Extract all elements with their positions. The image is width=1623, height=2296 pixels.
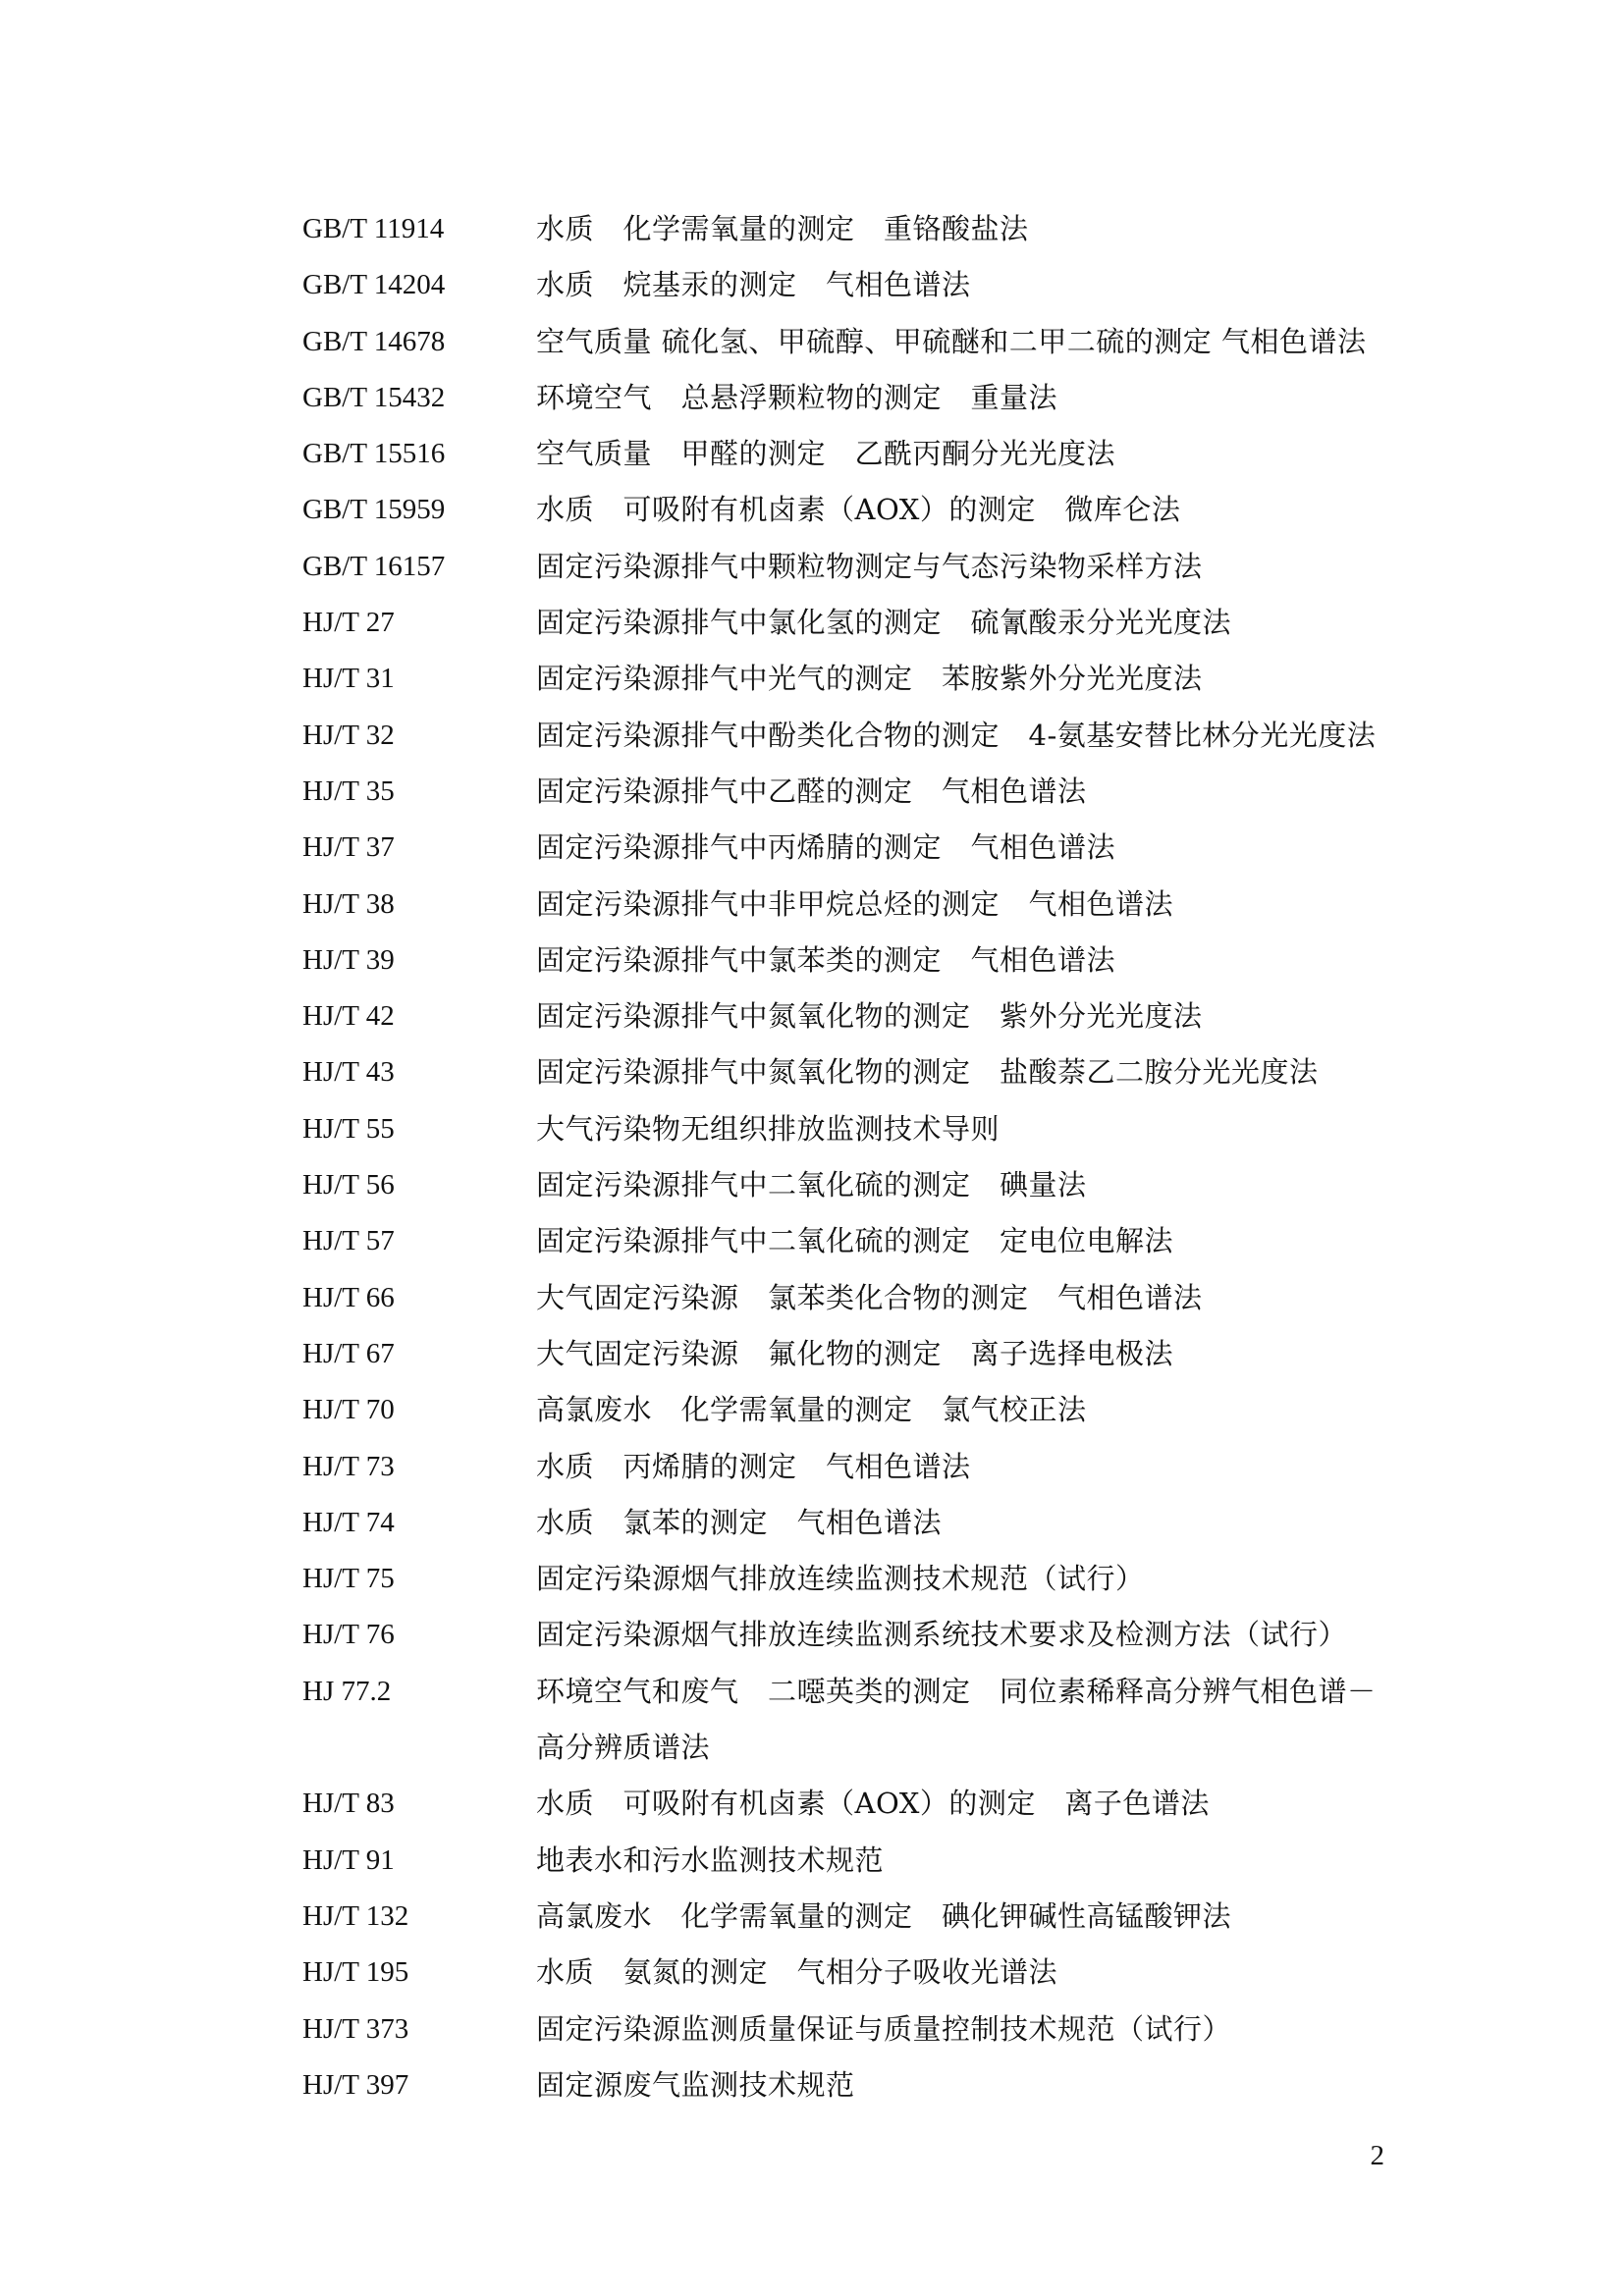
reference-row — [302, 539, 1402, 595]
standard-code: HJ/T 76 — [302, 1619, 395, 1651]
reference-row — [302, 988, 1402, 1044]
reference-row — [302, 1157, 1402, 1213]
reference-row — [302, 651, 1402, 707]
reference-row — [302, 1945, 1402, 2001]
standard-code: HJ/T 91 — [302, 1843, 395, 1876]
normative-reference-list — [302, 201, 1402, 2113]
standard-title: 大气固定污染源 氯苯类化合物的测定 气相色谱法 — [536, 1280, 1203, 1314]
reference-row — [302, 1044, 1402, 1100]
standard-code: HJ/T 57 — [302, 1225, 395, 1257]
standard-title: 固定污染源排气中氮氧化物的测定 盐酸萘乙二胺分光光度法 — [536, 1055, 1319, 1090]
reference-row — [302, 764, 1402, 820]
reference-row — [302, 1382, 1402, 1438]
standard-title: 固定污染源监测质量保证与质量控制技术规范（试行） — [536, 2011, 1232, 2046]
reference-row — [302, 370, 1402, 426]
standard-code: HJ/T 67 — [302, 1337, 395, 1369]
standard-title: 固定源废气监测技术规范 — [536, 2067, 855, 2102]
standard-code: HJ/T 195 — [302, 1956, 409, 1989]
reference-row — [302, 1664, 1402, 1777]
reference-row — [302, 426, 1402, 482]
reference-row — [302, 1889, 1402, 1945]
standard-code: HJ/T 373 — [302, 2012, 409, 2045]
standard-title: 固定污染源排气中丙烯腈的测定 气相色谱法 — [536, 830, 1116, 865]
reference-row — [302, 1776, 1402, 1832]
standard-title: 固定污染源排气中氯化氢的测定 硫氰酸汞分光光度法 — [536, 606, 1232, 640]
reference-row — [302, 820, 1402, 876]
standard-title: 固定污染源排气中光气的测定 苯胺紫外分光光度法 — [536, 662, 1203, 696]
standard-title: 高氯废水 化学需氧量的测定 碘化钾碱性高锰酸钾法 — [536, 1898, 1232, 1933]
standard-title: 固定污染源排气中二氧化硫的测定 碘量法 — [536, 1168, 1087, 1202]
reference-row — [302, 933, 1402, 988]
standard-title: 水质 可吸附有机卤素（AOX）的测定 微库仑法 — [536, 493, 1181, 527]
standard-code: HJ/T 70 — [302, 1394, 395, 1426]
standard-code: HJ/T 132 — [302, 1899, 409, 1932]
reference-row — [302, 1439, 1402, 1495]
standard-code: GB/T 14678 — [302, 325, 446, 357]
standard-code: HJ/T 83 — [302, 1788, 395, 1820]
page-number: 2 — [1370, 2140, 1384, 2171]
reference-row — [302, 257, 1402, 313]
standard-code: HJ/T 31 — [302, 663, 395, 695]
standard-title: 水质 可吸附有机卤素（AOX）的测定 离子色谱法 — [536, 1787, 1210, 1821]
reference-row — [302, 1213, 1402, 1269]
standard-title: 大气污染物无组织排放监测技术导则 — [536, 1111, 1001, 1146]
standard-code: GB/T 15959 — [302, 494, 446, 526]
standard-title: 水质 氨氮的测定 气相分子吸收光谱法 — [536, 1955, 1058, 1990]
standard-title: 地表水和污水监测技术规范 — [536, 1842, 885, 1877]
standard-title: 固定污染源烟气排放连续监测技术规范（试行） — [536, 1562, 1145, 1596]
standard-title: 大气固定污染源 氟化物的测定 离子选择电极法 — [536, 1336, 1174, 1370]
standard-code: HJ/T 55 — [302, 1112, 395, 1145]
standard-code: HJ/T 73 — [302, 1450, 395, 1482]
reference-row — [302, 201, 1402, 257]
standard-code: HJ/T 397 — [302, 2068, 409, 2101]
standard-title: 环境空气 总悬浮颗粒物的测定 重量法 — [536, 380, 1058, 414]
reference-row — [302, 1607, 1402, 1663]
standard-code: HJ/T 38 — [302, 887, 395, 920]
standard-code: HJ/T 39 — [302, 943, 395, 976]
standard-title: 固定污染源排气中乙醛的测定 气相色谱法 — [536, 774, 1087, 808]
standard-title: 水质 烷基汞的测定 气相色谱法 — [536, 268, 971, 302]
standard-title: 固定污染源排气中非甲烷总烃的测定 气相色谱法 — [536, 886, 1174, 921]
standard-title: 固定污染源排气中酚类化合物的测定 4-氨基安替比林分光光度法 — [536, 718, 1377, 752]
standard-title: 固定污染源排气中氯苯类的测定 气相色谱法 — [536, 942, 1116, 977]
reference-row — [302, 482, 1402, 538]
standard-title: 环境空气和废气 二噁英类的测定 同位素稀释高分辨气相色谱－ 高分辨质谱法 — [536, 1674, 1377, 1765]
standard-code: HJ/T 75 — [302, 1563, 395, 1595]
reference-row — [302, 1833, 1402, 1889]
standard-title: 水质 氯苯的测定 气相色谱法 — [536, 1505, 943, 1539]
standard-code: HJ/T 37 — [302, 831, 395, 864]
standard-code: HJ/T 66 — [302, 1281, 395, 1313]
standard-code: HJ/T 74 — [302, 1506, 395, 1538]
standard-title: 固定污染源排气中氮氧化物的测定 紫外分光光度法 — [536, 999, 1203, 1034]
standard-title: 水质 化学需氧量的测定 重铬酸盐法 — [536, 212, 1029, 245]
standard-code: HJ/T 42 — [302, 1000, 395, 1033]
reference-row — [302, 1551, 1402, 1607]
standard-title: 固定污染源排气中二氧化硫的测定 定电位电解法 — [536, 1224, 1174, 1258]
reference-row — [302, 1270, 1402, 1326]
standard-code: GB/T 16157 — [302, 550, 446, 582]
standard-title: 空气质量 甲醛的测定 乙酰丙酮分光光度法 — [536, 437, 1116, 471]
reference-row — [302, 595, 1402, 651]
standard-code: HJ 77.2 — [302, 1675, 392, 1707]
reference-row — [302, 314, 1402, 370]
standard-code: GB/T 11914 — [302, 213, 445, 244]
standard-code: GB/T 14204 — [302, 269, 446, 301]
standard-title: 固定污染源烟气排放连续监测系统技术要求及检测方法（试行） — [536, 1618, 1348, 1652]
reference-row — [302, 2002, 1402, 2057]
reference-row — [302, 1326, 1402, 1382]
reference-row — [302, 708, 1402, 764]
standard-code: HJ/T 56 — [302, 1169, 395, 1201]
reference-row — [302, 1495, 1402, 1551]
standard-title: 水质 丙烯腈的测定 气相色谱法 — [536, 1449, 971, 1483]
reference-row — [302, 1101, 1402, 1157]
reference-row — [302, 2057, 1402, 2113]
standard-title: 固定污染源排气中颗粒物测定与气态污染物采样方法 — [536, 549, 1203, 583]
standard-code: GB/T 15516 — [302, 438, 446, 470]
standard-title: 高氯废水 化学需氧量的测定 氯气校正法 — [536, 1393, 1087, 1427]
standard-code: GB/T 15432 — [302, 381, 446, 413]
standard-code: HJ/T 43 — [302, 1056, 395, 1089]
standard-code: HJ/T 27 — [302, 607, 395, 639]
standard-code: HJ/T 35 — [302, 774, 395, 807]
standard-code: HJ/T 32 — [302, 719, 395, 751]
standard-title: 空气质量 硫化氢、甲硫醇、甲硫醚和二甲二硫的测定 气相色谱法 — [536, 324, 1367, 358]
reference-row — [302, 877, 1402, 933]
